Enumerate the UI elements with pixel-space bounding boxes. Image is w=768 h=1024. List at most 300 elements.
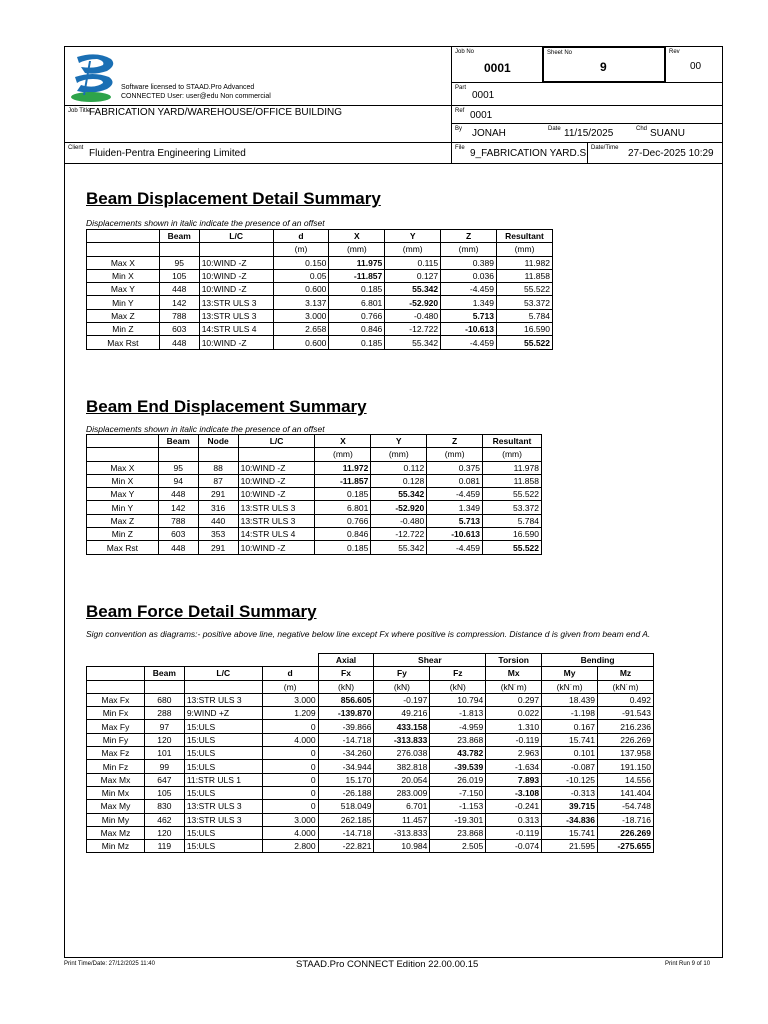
table-cell: 119 (144, 840, 184, 853)
table-cell: -14.718 (318, 826, 374, 839)
column-unit: (m) (262, 680, 318, 693)
table-cell: 5.784 (483, 514, 542, 527)
table-cell: 3.000 (262, 693, 318, 706)
table-row (87, 283, 553, 296)
table-cell: 0.081 (427, 474, 483, 487)
table-cell: 10:WIND -Z (199, 256, 273, 269)
table-cell: 283.009 (374, 786, 430, 799)
table-cell: 15:ULS (184, 826, 262, 839)
column-header: X (329, 230, 385, 243)
table-row (87, 707, 654, 720)
table-cell: 0.297 (486, 693, 542, 706)
table-cell: 120 (144, 733, 184, 746)
table-cell: Min Fy (87, 733, 145, 746)
table-cell: 0.375 (427, 461, 483, 474)
column-unit (238, 448, 315, 461)
table-cell: 14.556 (598, 773, 654, 786)
part-caption: Part (455, 85, 467, 91)
table-cell: 13:STR ULS 3 (238, 514, 315, 527)
table-cell: Max Z (87, 514, 159, 527)
job-no-caption: Job No (455, 49, 475, 55)
table-cell: -34.836 (542, 813, 598, 826)
table-cell: 10:WIND -Z (238, 488, 315, 501)
table-header-row (87, 230, 553, 243)
table-cell: -91.543 (598, 707, 654, 720)
sheet-no-cell (542, 46, 666, 83)
table-cell: 0.185 (329, 336, 385, 349)
table-cell: 788 (158, 514, 198, 527)
table-units-row (87, 680, 654, 693)
table-cell: -0.480 (371, 514, 427, 527)
table-cell: -313.833 (374, 826, 430, 839)
job-no-cell (451, 46, 543, 83)
table-cell: 3.137 (273, 296, 329, 309)
table-cell: -10.125 (542, 773, 598, 786)
table-cell: 2.800 (262, 840, 318, 853)
table-cell: 0 (262, 747, 318, 760)
table-cell: -0.074 (486, 840, 542, 853)
table-row (87, 693, 654, 706)
table-cell: 10:WIND -Z (238, 474, 315, 487)
column-unit: (mm) (329, 243, 385, 256)
beam-displacement-table (86, 229, 553, 350)
column-header: d (273, 230, 329, 243)
table-cell: -0.119 (486, 733, 542, 746)
table-cell: 10:WIND -Z (199, 336, 273, 349)
table-cell: 15.741 (542, 826, 598, 839)
table-cell: Min Y (87, 296, 160, 309)
column-header: d (262, 667, 318, 680)
column-header: Beam (159, 230, 199, 243)
column-unit: (kN) (374, 680, 430, 693)
table-cell: 2.505 (430, 840, 486, 853)
column-header: L/C (184, 667, 262, 680)
rev-cell (665, 46, 723, 83)
column-unit (87, 243, 160, 256)
table-units-row (87, 448, 542, 461)
table-cell: 137.958 (598, 747, 654, 760)
table-cell: -12.722 (385, 323, 441, 336)
table-cell: -313.833 (374, 733, 430, 746)
column-unit: (mm) (483, 448, 542, 461)
file-cell (451, 142, 588, 164)
table-cell: 11.982 (497, 256, 553, 269)
license-line-1: Software licensed to STAAD.Pro Advanced (121, 84, 255, 91)
table-cell: 10:WIND -Z (238, 541, 315, 554)
column-header: Z (427, 435, 483, 448)
table-cell: 11.457 (374, 813, 430, 826)
table-cell: 11.972 (315, 461, 371, 474)
table-cell: -4.459 (427, 541, 483, 554)
table-cell: 13:STR ULS 3 (184, 800, 262, 813)
datetime-caption: Date/Time (591, 145, 619, 151)
beam-displacement-title: Beam Displacement Detail Summary (86, 189, 381, 208)
table-cell: -14.718 (318, 733, 374, 746)
table-cell: 11.858 (483, 474, 542, 487)
table-cell: 1.310 (486, 720, 542, 733)
beam-end-displacement-note: Displacements shown in italic indicate the presence of an offset (86, 424, 325, 434)
table-cell: 0.022 (486, 707, 542, 720)
column-header: My (542, 667, 598, 680)
table-cell: 603 (159, 323, 199, 336)
chd-value: SUANU (650, 128, 686, 139)
column-header (87, 435, 159, 448)
beam-end-displacement-title: Beam End Displacement Summary (86, 397, 367, 416)
table-cell: -52.920 (371, 501, 427, 514)
table-cell: 13:STR ULS 3 (199, 309, 273, 322)
by-caption: By (455, 126, 463, 132)
column-unit: (kN) (318, 680, 374, 693)
table-cell: 0.101 (542, 747, 598, 760)
table-cell: 14:STR ULS 4 (238, 528, 315, 541)
table-row (87, 733, 654, 746)
table-cell: 0.112 (371, 461, 427, 474)
table-cell: 3.000 (273, 309, 329, 322)
table-cell: 0.115 (385, 256, 441, 269)
column-header (87, 667, 145, 680)
table-cell: -11.857 (329, 269, 385, 282)
table-cell: 0 (262, 786, 318, 799)
table-cell: 13:STR ULS 3 (238, 501, 315, 514)
table-cell: 105 (144, 786, 184, 799)
table-cell: 55.342 (385, 283, 441, 296)
table-cell: 4.000 (262, 733, 318, 746)
table-cell: -0.480 (385, 309, 441, 322)
table-cell: -4.459 (441, 283, 497, 296)
license-line-2: CONNECTED User: user@edu Non commercial (121, 93, 271, 100)
table-cell: 101 (144, 747, 184, 760)
column-header: Mx (486, 667, 542, 680)
table-cell: 87 (198, 474, 238, 487)
table-cell: 10.984 (374, 840, 430, 853)
table-row (87, 826, 654, 839)
table-cell: Max Mx (87, 773, 145, 786)
table-row (87, 269, 553, 282)
table-cell: 0 (262, 720, 318, 733)
column-unit: (kN˙m) (542, 680, 598, 693)
table-cell: -4.959 (430, 720, 486, 733)
table-cell: -1.153 (430, 800, 486, 813)
table-cell: 0.600 (273, 283, 329, 296)
header-logo-cell (64, 46, 452, 106)
column-unit: (mm) (497, 243, 553, 256)
beam-force-title: Beam Force Detail Summary (86, 602, 317, 621)
table-cell: Max Z (87, 309, 160, 322)
table-cell: 226.269 (598, 826, 654, 839)
client-caption: Client (68, 145, 84, 151)
table-cell: -10.613 (441, 323, 497, 336)
table-cell: 120 (144, 826, 184, 839)
table-cell: -22.821 (318, 840, 374, 853)
table-cell: Max Fz (87, 747, 145, 760)
beam-end-displacement-table (86, 434, 542, 555)
table-cell: Max X (87, 461, 159, 474)
table-cell: -52.920 (385, 296, 441, 309)
table-cell: 0 (262, 773, 318, 786)
table-cell: 55.522 (497, 283, 553, 296)
table-cell: 1.209 (262, 707, 318, 720)
table-cell: 10:WIND -Z (238, 461, 315, 474)
column-header: Fx (318, 667, 374, 680)
table-cell: 94 (158, 474, 198, 487)
table-cell: 16.590 (497, 323, 553, 336)
table-cell: 15:ULS (184, 760, 262, 773)
table-cell: 5.713 (441, 309, 497, 322)
table-cell: 382.818 (374, 760, 430, 773)
table-cell: -26.188 (318, 786, 374, 799)
table-cell: Max Rst (87, 336, 160, 349)
table-cell: 23.868 (430, 826, 486, 839)
table-cell: 0.128 (371, 474, 427, 487)
table-cell: 95 (159, 256, 199, 269)
table-cell: 0.185 (315, 488, 371, 501)
table-cell: 55.342 (385, 336, 441, 349)
table-cell: -0.197 (374, 693, 430, 706)
column-header: X (315, 435, 371, 448)
table-row (87, 514, 542, 527)
table-cell: 10:WIND -Z (199, 283, 273, 296)
table-cell: 0.05 (273, 269, 329, 282)
table-cell: 43.782 (430, 747, 486, 760)
table-cell: 55.342 (371, 488, 427, 501)
beam-force-note: Sign convention as diagrams:- positive above line, negative below line except Fx where positive is compression. Distance d is given from beam end A. (86, 629, 651, 639)
table-cell: 291 (198, 541, 238, 554)
column-unit: (mm) (441, 243, 497, 256)
column-group-header: Torsion (486, 654, 542, 667)
beam-displacement-note: Displacements shown in italic indicate the presence of an offset (86, 218, 325, 228)
table-row (87, 773, 654, 786)
table-cell: 15.741 (542, 733, 598, 746)
part-value: 0001 (472, 90, 495, 101)
table-cell: 15:ULS (184, 747, 262, 760)
file-caption: File (455, 145, 465, 151)
table-cell: -0.087 (542, 760, 598, 773)
table-cell: 0.150 (273, 256, 329, 269)
column-header: L/C (199, 230, 273, 243)
table-cell: 462 (144, 813, 184, 826)
table-cell: -0.119 (486, 826, 542, 839)
table-cell: 0.167 (542, 720, 598, 733)
table-cell: Max Y (87, 283, 160, 296)
table-cell: 226.269 (598, 733, 654, 746)
footer-edition: STAAD.Pro CONNECT Edition 22.00.00.15 (296, 959, 479, 970)
table-cell: -54.748 (598, 800, 654, 813)
table-cell: Min Z (87, 323, 160, 336)
beam-force-table (86, 653, 654, 853)
sheet-no-value: 9 (600, 60, 607, 74)
column-header: Fz (430, 667, 486, 680)
table-units-row (87, 243, 553, 256)
table-cell: 5.784 (497, 309, 553, 322)
table-cell: -39.866 (318, 720, 374, 733)
table-cell: 291 (198, 488, 238, 501)
table-cell: Min Z (87, 528, 159, 541)
table-cell: 5.713 (427, 514, 483, 527)
table-cell: 353 (198, 528, 238, 541)
column-unit (198, 448, 238, 461)
table-row (87, 488, 542, 501)
table-cell: 15:ULS (184, 786, 262, 799)
datetime-value: 27-Dec-2025 10:29 (628, 148, 714, 159)
part-cell (451, 82, 723, 106)
table-header-row (87, 667, 654, 680)
table-header-row (87, 435, 542, 448)
table-cell: 0.127 (385, 269, 441, 282)
bentley-logo-icon (67, 51, 119, 103)
table-cell: Min Y (87, 501, 159, 514)
column-unit (87, 448, 159, 461)
table-row (87, 501, 542, 514)
table-cell: 262.185 (318, 813, 374, 826)
table-cell: 88 (198, 461, 238, 474)
table-cell: 9:WIND +Z (184, 707, 262, 720)
job-title-cell (64, 105, 452, 143)
table-row (87, 336, 553, 349)
table-cell: 1.349 (427, 501, 483, 514)
table-cell: -7.150 (430, 786, 486, 799)
table-cell: 0.600 (273, 336, 329, 349)
table-cell: 11:STR ULS 1 (184, 773, 262, 786)
table-cell: Min X (87, 269, 160, 282)
column-unit: (kN˙m) (598, 680, 654, 693)
table-cell: -1.634 (486, 760, 542, 773)
table-cell: 11.858 (497, 269, 553, 282)
table-cell: -18.716 (598, 813, 654, 826)
table-cell: 6.801 (329, 296, 385, 309)
table-row (87, 296, 553, 309)
footer-print-time: Print Time/Date: 27/12/2025 11:40 (64, 961, 155, 967)
table-cell: 6.801 (315, 501, 371, 514)
table-cell: 55.522 (497, 336, 553, 349)
table-cell: -275.655 (598, 840, 654, 853)
column-header (87, 230, 160, 243)
table-cell: 55.342 (371, 541, 427, 554)
table-cell: -10.613 (427, 528, 483, 541)
table-cell: 0 (262, 760, 318, 773)
table-cell: 26.019 (430, 773, 486, 786)
table-cell: 448 (159, 336, 199, 349)
table-cell: -0.313 (542, 786, 598, 799)
table-cell: -4.459 (427, 488, 483, 501)
table-cell: -139.870 (318, 707, 374, 720)
column-header: Y (385, 230, 441, 243)
table-row (87, 760, 654, 773)
ref-cell (451, 105, 723, 124)
table-cell: 1.349 (441, 296, 497, 309)
table-cell: 39.715 (542, 800, 598, 813)
table-cell: 55.522 (483, 488, 542, 501)
column-header: Z (441, 230, 497, 243)
table-cell: 0.185 (329, 283, 385, 296)
column-group-header: Bending (542, 654, 654, 667)
column-header: Mz (598, 667, 654, 680)
table-row (87, 309, 553, 322)
table-cell: -1.198 (542, 707, 598, 720)
table-cell: 288 (144, 707, 184, 720)
table-row (87, 323, 553, 336)
table-cell: 448 (158, 541, 198, 554)
job-no-value: 0001 (484, 61, 511, 75)
table-cell: -4.459 (441, 336, 497, 349)
table-cell: -0.241 (486, 800, 542, 813)
table-cell: 0.766 (315, 514, 371, 527)
ref-value: 0001 (470, 110, 493, 121)
table-row (87, 474, 542, 487)
column-header: Resultant (483, 435, 542, 448)
table-cell: 0.313 (486, 813, 542, 826)
job-title-caption: Job Title (68, 108, 91, 114)
table-cell: 830 (144, 800, 184, 813)
table-cell: Max Mz (87, 826, 145, 839)
table-cell: -34.260 (318, 747, 374, 760)
table-cell: Max Fx (87, 693, 145, 706)
date-caption: Date (548, 126, 561, 132)
date-value: 11/15/2025 (564, 128, 614, 139)
datetime-cell (587, 142, 723, 164)
table-cell: 55.522 (483, 541, 542, 554)
column-unit (144, 680, 184, 693)
table-cell: 18.439 (542, 693, 598, 706)
client-value: Fluiden-Pentra Engineering Limited (89, 148, 246, 159)
table-cell: 53.372 (483, 501, 542, 514)
table-cell: 0.492 (598, 693, 654, 706)
table-cell: 105 (159, 269, 199, 282)
table-row (87, 461, 542, 474)
table-cell: 448 (158, 488, 198, 501)
table-cell: 0 (262, 800, 318, 813)
column-unit: (kN˙m) (486, 680, 542, 693)
file-value: 9_FABRICATION YARD.S (470, 148, 587, 159)
table-cell: 856.605 (318, 693, 374, 706)
table-cell: 20.054 (374, 773, 430, 786)
column-header: L/C (238, 435, 315, 448)
column-unit (184, 680, 262, 693)
table-row (87, 256, 553, 269)
table-cell: 11.978 (483, 461, 542, 474)
table-cell: 53.372 (497, 296, 553, 309)
table-row (87, 720, 654, 733)
table-cell: 2.963 (486, 747, 542, 760)
table-cell: 0.185 (315, 541, 371, 554)
table-cell: 518.049 (318, 800, 374, 813)
table-cell: Min Fx (87, 707, 145, 720)
table-row (87, 786, 654, 799)
table-cell: Max Fy (87, 720, 145, 733)
table-cell: 99 (144, 760, 184, 773)
table-cell: 10:WIND -Z (199, 269, 273, 282)
table-cell: Max X (87, 256, 160, 269)
table-cell: 0.766 (329, 309, 385, 322)
table-cell: -1.813 (430, 707, 486, 720)
table-row (87, 800, 654, 813)
table-cell: 10.794 (430, 693, 486, 706)
table-row (87, 541, 542, 554)
column-group-header: Shear (374, 654, 486, 667)
column-header: Node (198, 435, 238, 448)
table-cell: 15:ULS (184, 733, 262, 746)
table-cell: 0.846 (315, 528, 371, 541)
column-unit: (mm) (427, 448, 483, 461)
table-cell: -12.722 (371, 528, 427, 541)
table-cell: 7.893 (486, 773, 542, 786)
table-cell: 433.158 (374, 720, 430, 733)
column-unit: (mm) (315, 448, 371, 461)
table-cell: 603 (158, 528, 198, 541)
column-unit (158, 448, 198, 461)
table-cell: Max Y (87, 488, 159, 501)
table-cell: -11.857 (315, 474, 371, 487)
table-cell: 13:STR ULS 3 (199, 296, 273, 309)
